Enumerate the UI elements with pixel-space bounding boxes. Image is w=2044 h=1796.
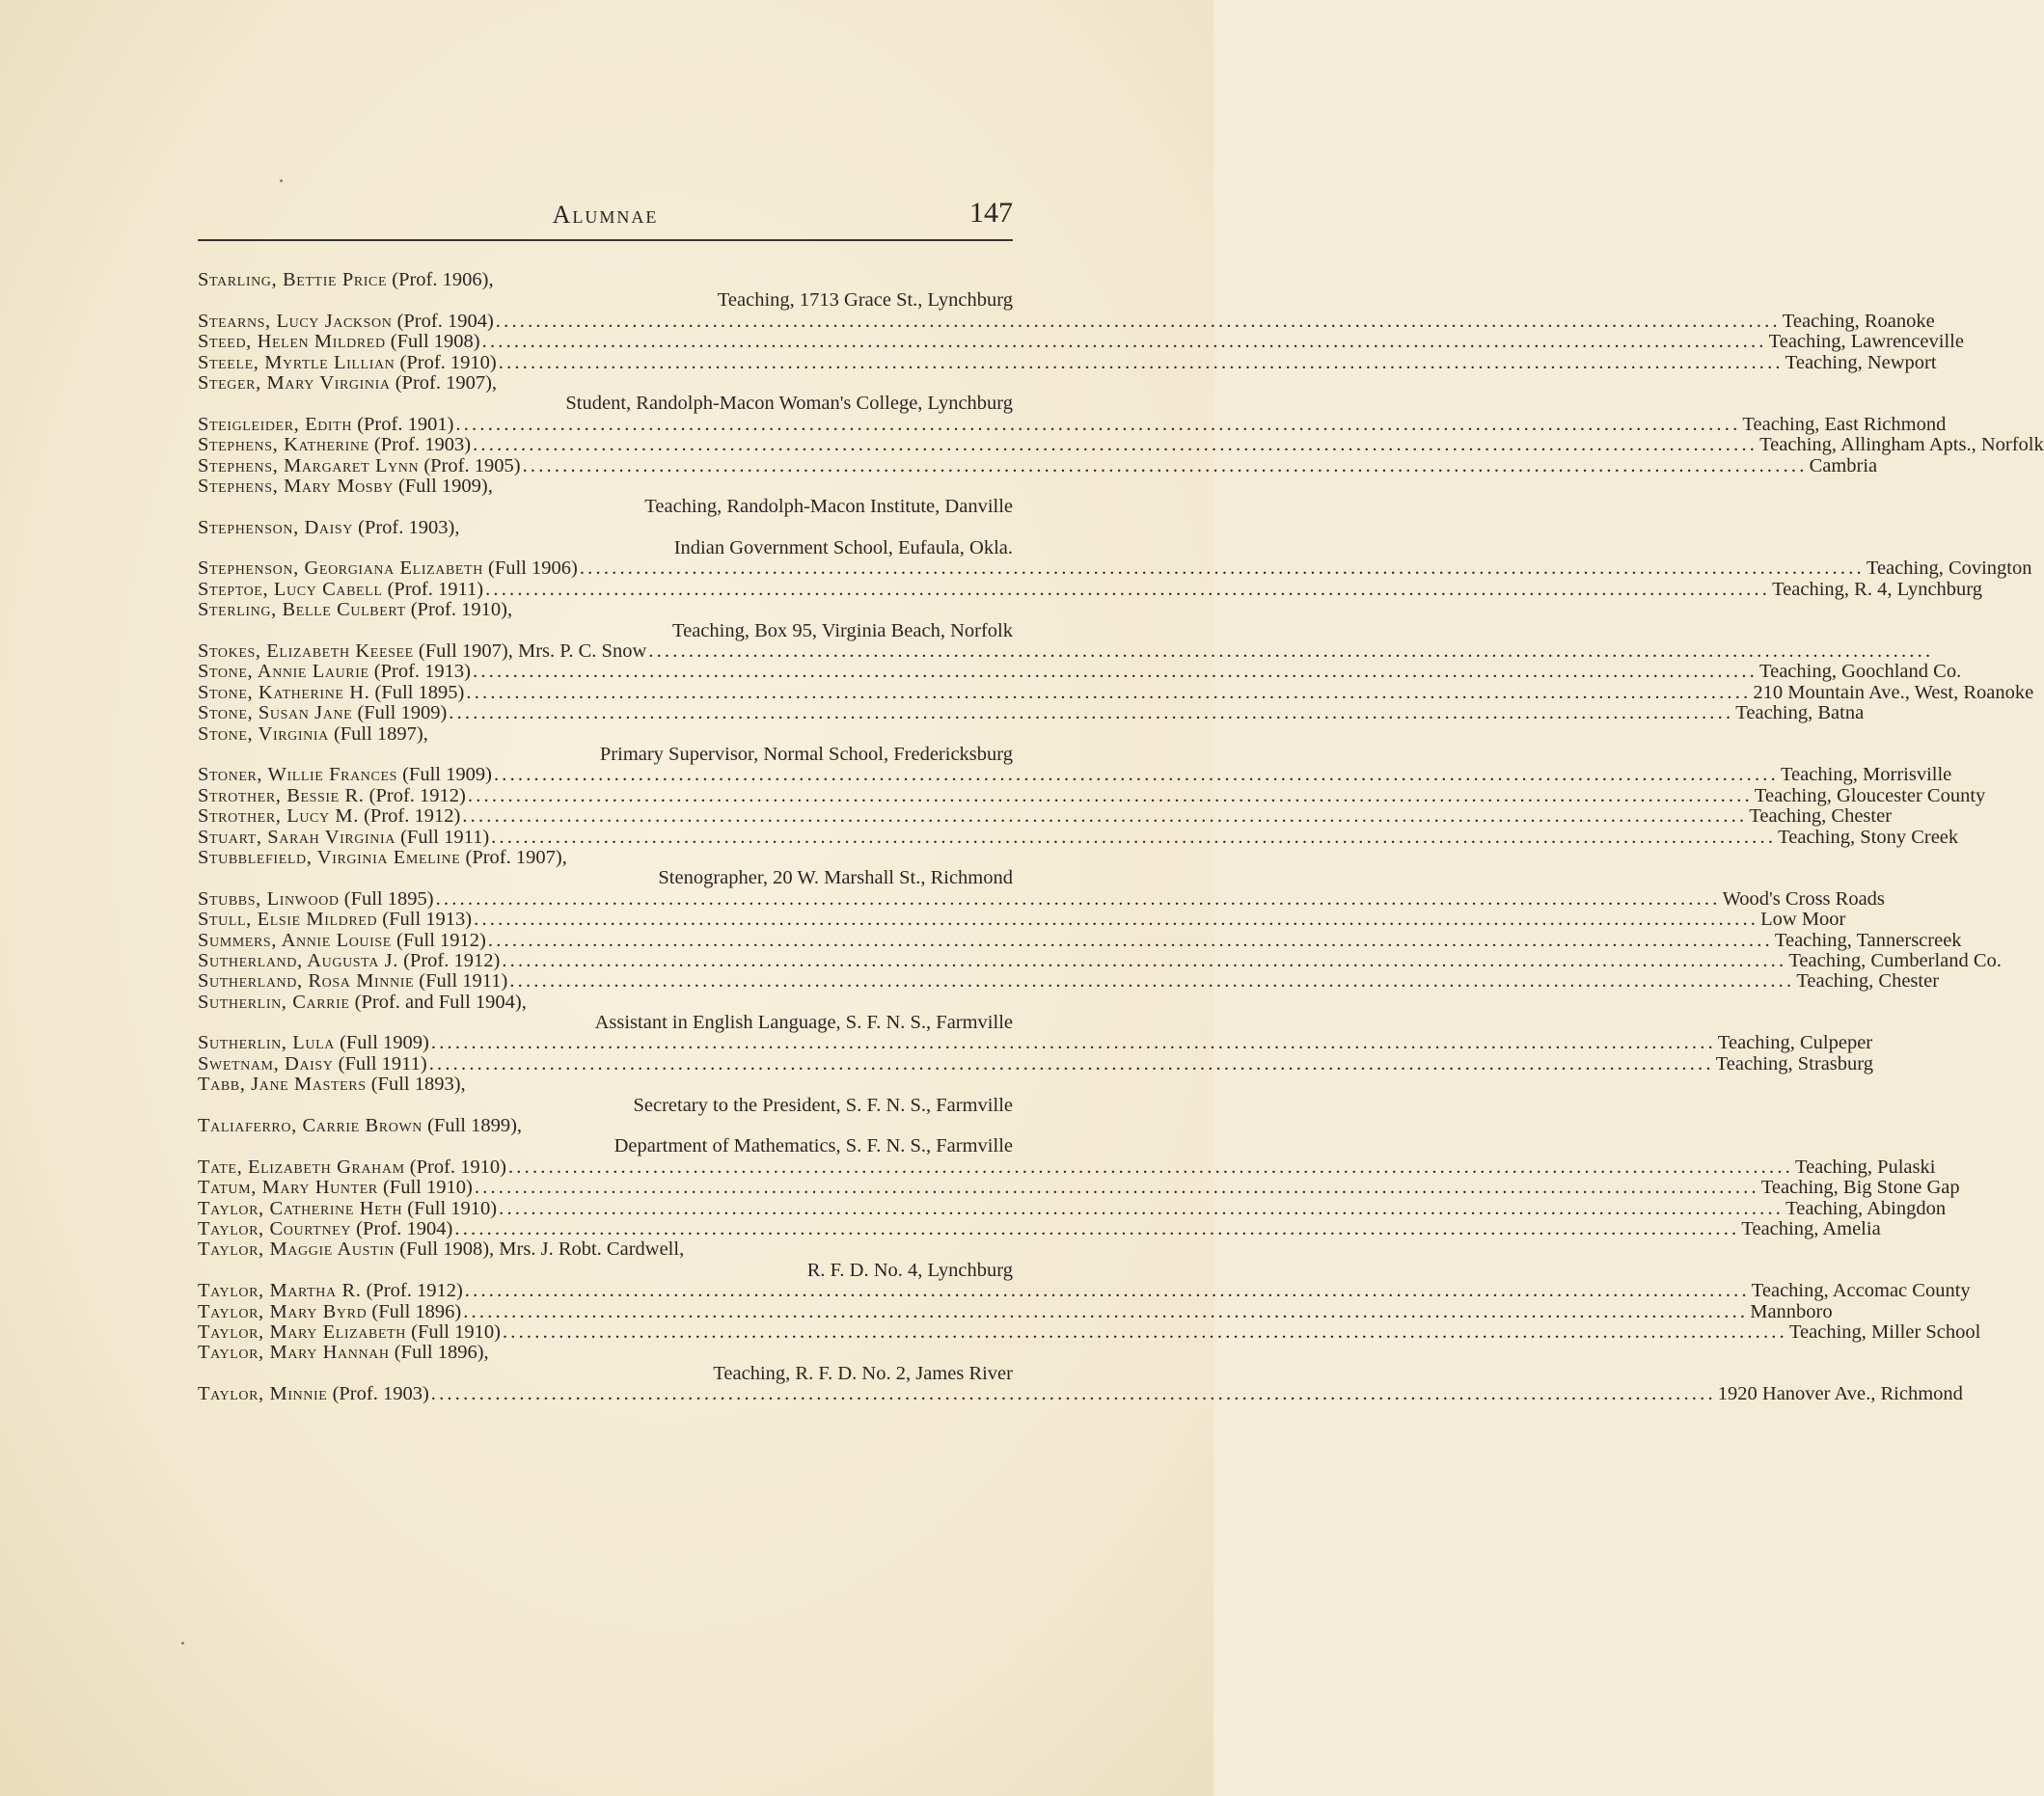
dot-leader: ................................................................................................................................................................ (481, 331, 1767, 353)
entry-row (198, 351, 1937, 373)
dot-leader: ................................................................................................................................................................ (487, 929, 1773, 951)
entry-detail: Teaching, Stony Creek (1778, 826, 1959, 848)
course-year: (Prof. 1912) (358, 805, 461, 828)
entry-row (198, 640, 1934, 663)
entry-detail: Teaching, Culpeper (1717, 1032, 1873, 1054)
entry-detail: Teaching, Tannerscreek (1774, 929, 1962, 951)
course-year: (Full 1908) (385, 331, 480, 353)
entry-row (198, 826, 1959, 848)
course-year: (Prof. 1910) (395, 351, 497, 373)
page-number: 147 (969, 197, 1013, 229)
entry-row (198, 434, 2044, 456)
entry-row (198, 1217, 1881, 1239)
course-year: (Full 1909) (396, 764, 492, 786)
dot-leader: ................................................................................................................................................................ (430, 1383, 1716, 1405)
dot-leader: ................................................................................................................................................................ (430, 1032, 1716, 1054)
course-year: (Full 1895) (369, 681, 465, 703)
alumna-name: Steele, Myrtle Lillian (198, 351, 395, 373)
course-year: (Full 1909), (393, 475, 493, 497)
entry-row (198, 578, 1983, 600)
dot-leader: ................................................................................................................................................................ (435, 887, 1721, 910)
alumna-name: Stuart, Sarah Virginia (198, 826, 395, 848)
entry-detail: Teaching, Goochland Co. (1759, 661, 1962, 683)
course-year: (Prof. 1910) (404, 1156, 506, 1178)
course-year: (Prof. 1911) (382, 578, 484, 600)
entry-continuation (198, 497, 1013, 517)
course-year: (Full 1896), (389, 1342, 489, 1364)
dot-leader: ................................................................................................................................................................ (464, 1280, 1750, 1302)
entry-detail: Low Moor (1760, 909, 1846, 931)
course-year: (Full 1912) (391, 929, 486, 951)
dot-leader: ................................................................................................................................................................ (509, 970, 1795, 993)
dot-leader: ................................................................................................................................................................ (491, 826, 1777, 848)
entry-row (198, 518, 1013, 538)
entry-detail: Teaching, Gloucester County (1754, 784, 1986, 806)
dot-leader: ................................................................................................................................................................ (502, 1320, 1787, 1343)
alumna-name: Steger, Mary Virginia (198, 371, 391, 394)
entry-row (198, 1156, 1936, 1178)
entry-row (198, 724, 1013, 745)
course-year: (Prof. 1912) (361, 1280, 463, 1302)
course-year: (Prof. 1903) (327, 1383, 429, 1405)
entry-row (198, 558, 2032, 580)
alumna-name: Starling, Bettie Price (198, 269, 388, 290)
entry-row (198, 373, 1013, 394)
entry-detail: Teaching, Amelia (1741, 1217, 1881, 1239)
entry-row (198, 1320, 1981, 1343)
entry-row (198, 993, 1013, 1013)
page-speck (280, 179, 283, 182)
alumna-name: Taylor, Courtney (198, 1217, 352, 1239)
course-year: (Prof. 1906), (387, 269, 494, 290)
entry-detail: R. F. D. No. 4, Lynchburg (806, 1259, 1013, 1281)
alumna-name: Stephens, Margaret Lynn (198, 454, 420, 476)
alumna-name: Tate, Elizabeth Graham (198, 1156, 405, 1178)
entry-row (198, 887, 1885, 910)
entry-row (198, 1280, 1971, 1302)
entry-row (198, 1239, 1013, 1260)
entry-continuation (198, 1364, 1013, 1384)
course-year: (Prof. 1907), (390, 371, 498, 394)
course-year: (Full 1911) (333, 1052, 427, 1075)
entry-row (198, 1032, 1873, 1054)
entry-detail: Primary Supervisor, Normal School, Fredericksburg (599, 743, 1013, 765)
alumna-name: Stephens, Katherine (198, 434, 369, 456)
dot-leader: ................................................................................................................................................................ (463, 1300, 1749, 1322)
entry-row (198, 1197, 1947, 1219)
course-year: (Full 1906) (482, 558, 578, 580)
course-year: (Prof. 1910), (405, 599, 513, 621)
entry-detail: Cambria (1809, 454, 1878, 476)
entry-detail: Teaching, Batna (1735, 702, 1865, 724)
entry-continuation (198, 538, 1013, 558)
entry-detail: Teaching, Abingdon (1785, 1197, 1947, 1219)
dot-leader: ................................................................................................................................................................ (495, 310, 1781, 332)
entry-row (198, 681, 2034, 703)
entry-continuation (198, 868, 1013, 888)
entry-detail: Teaching, R. F. D. No. 2, James River (713, 1362, 1013, 1384)
entry-row (198, 805, 1893, 828)
entry-detail: Teaching, Box 95, Virginia Beach, Norfolk (672, 619, 1013, 641)
course-year: (Prof. 1907), (460, 846, 567, 868)
course-year: (Full 1893), (366, 1074, 466, 1096)
entry-detail: Teaching, Big Stone Gap (1760, 1177, 1960, 1199)
entry-row (198, 331, 1964, 353)
dot-leader: ................................................................................................................................................................ (462, 805, 1748, 828)
course-year: (Full 1897), (328, 722, 428, 745)
entry-row (198, 702, 1865, 724)
course-year: (Full 1896) (367, 1300, 462, 1322)
entry-row (198, 1343, 1013, 1363)
entry-detail: 210 Mountain Ave., West, Roanoke (1753, 681, 2034, 703)
entry-detail: Teaching, Lawrenceville (1768, 331, 1964, 353)
course-year: (Prof. 1901) (352, 413, 454, 435)
dot-leader: ................................................................................................................................................................ (493, 764, 1779, 786)
alumna-name: Strother, Bessie R. (198, 784, 365, 806)
alumna-name: Taylor, Minnie (198, 1383, 328, 1405)
alumna-name: Sutherlin, Carrie (198, 991, 350, 1013)
alumna-name: Stone, Susan Jane (198, 702, 353, 724)
alumna-name: Taylor, Catherine Heth (198, 1197, 403, 1219)
alumna-name: Steigleider, Edith (198, 413, 353, 435)
dot-leader: ................................................................................................................................................................ (473, 661, 1758, 683)
entry-row (198, 784, 1986, 806)
entry-row (198, 661, 1962, 683)
entry-row (198, 848, 1013, 868)
dot-leader: ................................................................................................................................................................ (474, 1177, 1759, 1199)
course-year: (Prof. 1903), (353, 516, 460, 538)
entry-detail: Teaching, Allingham Apts., Norfolk (1759, 434, 2044, 456)
entry-detail: Teaching, Pulaski (1794, 1156, 1936, 1178)
entry-row (198, 600, 1013, 620)
entry-detail: Assistant in English Language, S. F. N. S., Farmville (594, 1012, 1013, 1034)
entry-row (198, 413, 1947, 435)
entry-detail: Teaching, Morrisville (1780, 764, 1952, 786)
entry-continuation (198, 621, 1013, 641)
entry-row (198, 1177, 1960, 1199)
dot-leader: ................................................................................................................................................................ (428, 1052, 1714, 1075)
alumna-name: Stone, Annie Laurie (198, 661, 369, 683)
course-year: (Full 1909) (352, 702, 448, 724)
alumna-name: Sutherland, Augusta J. (198, 949, 398, 971)
entry-detail: Department of Mathematics, S. F. N. S., Farmville (613, 1135, 1013, 1157)
entry-detail: Teaching, Newport (1785, 351, 1937, 373)
alumna-name: Taylor, Maggie Austin (198, 1238, 395, 1261)
alumna-name: Stone, Katherine H. (198, 681, 370, 703)
alumna-name: Sutherlin, Lula (198, 1032, 335, 1054)
alumna-name: Steptoe, Lucy Cabell (198, 578, 383, 600)
entry-detail: Teaching, Strasburg (1715, 1052, 1873, 1075)
course-year: (Full 1899), (422, 1115, 523, 1137)
entry-continuation (198, 1261, 1013, 1281)
running-title: Alumnae (552, 201, 659, 229)
alumnae-list (198, 269, 2044, 1405)
entry-row (198, 1383, 1963, 1405)
dot-leader: ................................................................................................................................................................ (507, 1156, 1793, 1178)
alumna-name: Taylor, Mary Elizabeth (198, 1320, 406, 1343)
entry-detail: Teaching, Cumberland Co. (1788, 949, 2002, 971)
entry-continuation (198, 745, 1013, 765)
course-year: (Prof. 1912) (397, 949, 501, 971)
dot-leader: ................................................................................................................................................................ (485, 578, 1771, 600)
entry-row (198, 909, 1846, 931)
alumna-name: Stull, Elsie Mildred (198, 909, 378, 931)
entry-row (198, 1052, 1873, 1075)
alumna-name: Stephens, Mary Mosby (198, 475, 394, 497)
entry-detail: Teaching, Roanoke (1782, 310, 1935, 332)
page-speck (181, 1642, 184, 1645)
page-header (198, 193, 1013, 241)
alumna-name: Taylor, Martha R. (198, 1280, 362, 1302)
alumna-name: Stone, Virginia (198, 722, 329, 745)
dot-leader: ................................................................................................................................................................ (498, 351, 1784, 373)
entry-detail: Teaching, Covington (1866, 558, 2032, 580)
course-year: (Prof. 1912) (364, 784, 466, 806)
course-year: (Full 1909) (334, 1032, 429, 1054)
course-year: (Prof. 1905) (419, 454, 521, 476)
course-year: (Full 1910) (402, 1197, 498, 1219)
alumna-name: Sterling, Belle Culbert (198, 599, 406, 621)
dot-leader: ................................................................................................................................................................ (499, 1197, 1785, 1219)
alumna-name: Stubbs, Linwood (198, 887, 340, 910)
entry-detail: Teaching, East Richmond (1742, 413, 1947, 435)
course-year: (Full 1908), Mrs. J. Robt. Cardwell, (395, 1238, 685, 1261)
course-year: (Prof. 1904) (351, 1217, 453, 1239)
entry-continuation (198, 1013, 1013, 1033)
dot-leader: ................................................................................................................................................................ (502, 949, 1787, 971)
dot-leader: ................................................................................................................................................................ (522, 454, 1808, 476)
dot-leader: ................................................................................................................................................................ (473, 434, 1758, 456)
alumna-name: Stoner, Willie Frances (198, 764, 397, 786)
entry-detail: Teaching, Chester (1796, 970, 1940, 993)
entry-continuation (198, 1136, 1013, 1157)
entry-detail: Teaching, Chester (1749, 805, 1893, 828)
entry-detail: Wood's Cross Roads (1722, 887, 1885, 910)
entry-detail: Stenographer, 20 W. Marshall St., Richmond (658, 867, 1013, 889)
alumna-name: Summers, Annie Louise (198, 929, 392, 951)
dot-leader: ................................................................................................................................................................ (449, 702, 1734, 724)
alumna-name: Stokes, Elizabeth Keesee (198, 640, 414, 663)
dot-leader: ................................................................................................................................................................ (474, 909, 1759, 931)
entry-detail: Student, Randolph-Macon Woman's College, Lynchburg (565, 393, 1013, 415)
alumna-name: Sutherland, Rosa Minnie (198, 970, 415, 993)
course-year: (Full 1913) (377, 909, 473, 931)
alumna-name: Stubblefield, Virginia Emeline (198, 846, 461, 868)
alumna-name: Tabb, Jane Masters (198, 1074, 367, 1096)
entry-detail: 1920 Hanover Ave., Richmond (1717, 1383, 1963, 1405)
alumna-name: Stephenson, Georgiana Elizabeth (198, 558, 483, 580)
alumna-name: Taylor, Mary Byrd (198, 1300, 368, 1322)
alumna-name: Steed, Helen Mildred (198, 331, 386, 353)
entry-detail: Teaching, Miller School (1788, 1320, 1981, 1343)
alumna-name: Tatum, Mary Hunter (198, 1177, 378, 1199)
entry-detail: Teaching, Randolph-Macon Institute, Danville (644, 496, 1013, 518)
alumna-name: Taliaferro, Carrie Brown (198, 1115, 422, 1137)
dot-leader: ................................................................................................................................................................ (467, 784, 1753, 806)
entry-row (198, 1116, 1013, 1136)
entry-row (198, 764, 1952, 786)
entry-row (198, 970, 1940, 993)
entry-detail: Teaching, Accomac County (1751, 1280, 1971, 1302)
entry-detail: Indian Government School, Eufaula, Okla. (673, 537, 1013, 559)
dot-leader: ................................................................................................................................................................ (455, 413, 1741, 435)
entry-row (198, 310, 1935, 332)
entry-row (198, 1300, 1833, 1322)
entry-detail: Teaching, 1713 Grace St., Lynchburg (717, 289, 1013, 312)
alumna-name: Taylor, Mary Hannah (198, 1342, 390, 1364)
course-year: (Prof. 1904) (392, 310, 494, 332)
entry-row (198, 270, 1013, 290)
course-year: (Full 1895) (339, 887, 434, 910)
entry-row (198, 454, 1878, 476)
course-year: (Full 1910) (377, 1177, 473, 1199)
entry-continuation (198, 290, 1013, 311)
course-year: (Full 1907), Mrs. P. C. Snow (413, 640, 647, 663)
entry-row (198, 949, 2002, 971)
dot-leader: ................................................................................................................................................................ (579, 558, 1865, 580)
alumna-name: Swetnam, Daisy (198, 1052, 334, 1075)
entry-detail: Mannboro (1750, 1300, 1833, 1322)
course-year: (Full 1911) (395, 826, 490, 848)
entry-row (198, 476, 1013, 497)
entry-row (198, 929, 1962, 951)
course-year: (Full 1910) (406, 1320, 501, 1343)
dot-leader: ................................................................................................................................................................ (454, 1217, 1740, 1239)
entry-continuation (198, 394, 1013, 414)
entry-detail: Secretary to the President, S. F. N. S., Farmville (633, 1094, 1013, 1116)
alumna-name: Stearns, Lucy Jackson (198, 310, 393, 332)
alumna-name: Strother, Lucy M. (198, 805, 359, 828)
dot-leader: ................................................................................................................................................................ (466, 681, 1752, 703)
course-year: (Full 1911) (414, 970, 508, 993)
course-year: (Prof. 1913) (368, 661, 471, 683)
dot-leader: ................................................................................................................................................................ (648, 640, 1934, 663)
entry-continuation (198, 1096, 1013, 1116)
alumna-name: Stephenson, Daisy (198, 516, 353, 538)
entry-row (198, 1075, 1013, 1095)
course-year: (Prof. and Full 1904), (349, 991, 527, 1013)
entry-detail: Teaching, R. 4, Lynchburg (1772, 578, 1983, 600)
course-year: (Prof. 1903) (368, 434, 472, 456)
